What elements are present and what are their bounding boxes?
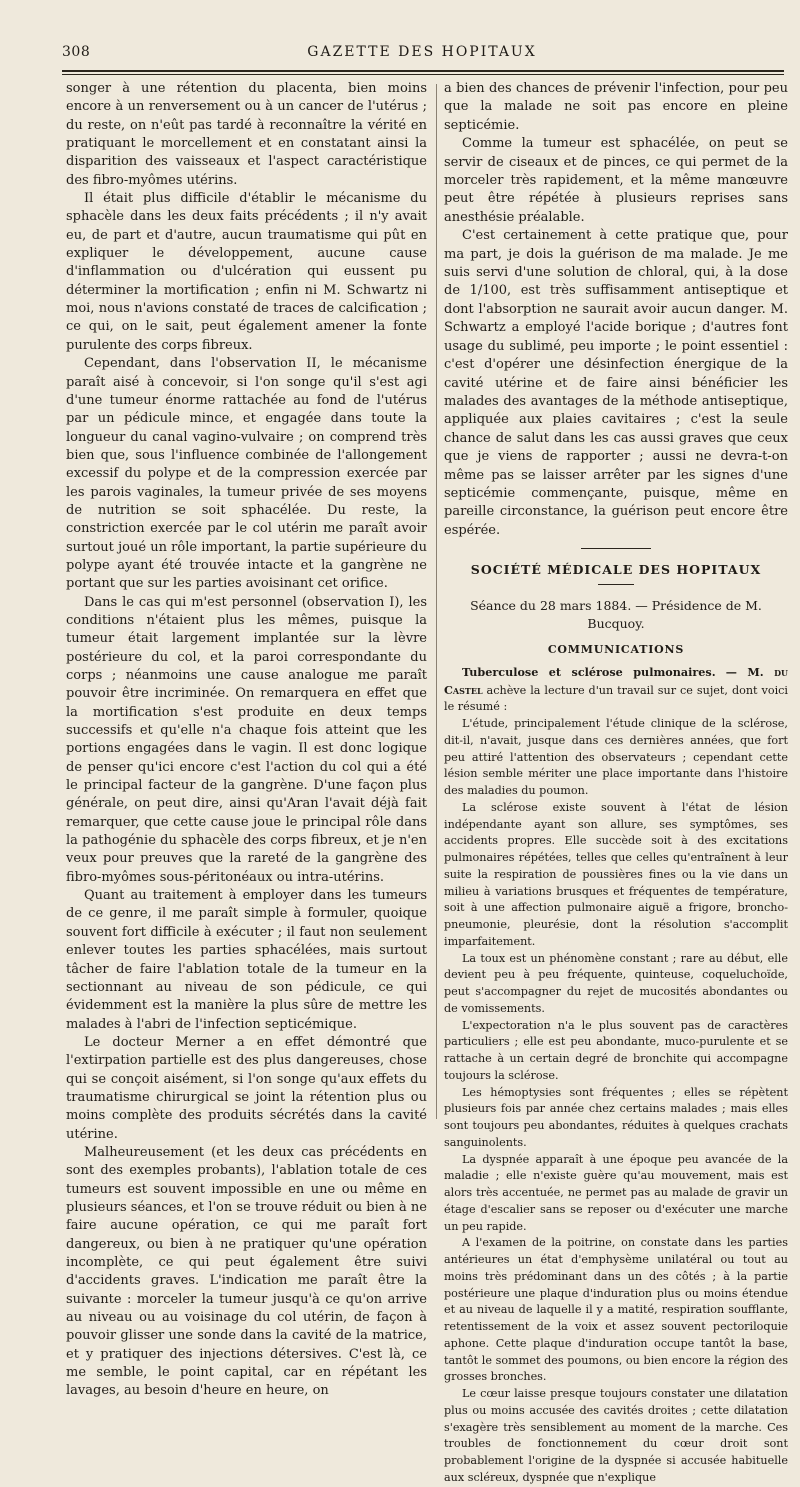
paragraph: Il était plus difficile d'établir le mécanisme du sphacèle dans les deux faits précédents ; il n'y avait eu, de part et d'autre, aucun traumatisme qui pût en expliquer le développement, aucune cause d'inflammation ou d'ulcération qui eussent pu déterminer la mortification ; enfin ni M. Schwartz ni moi, nous n'avions constaté de traces de calcification ; ce qui, on le sait, peut également amener la fonte purulente des corps fibreux.	[66, 191, 427, 353]
right-column	[444, 80, 788, 1487]
header-rule-thick	[62, 70, 784, 72]
session-line: Séance du 28 mars 1884. — Présidence de M. Bucquoy.	[470, 597, 762, 631]
paragraph: Cependant, dans l'observation II, le mécanisme paraît aisé à concevoir, si l'on songe qu'il s'est agi d'une tumeur énorme rattachée au fond de l'utérus par un pédicule mince, et engagée dans toute la longueur du canal vagino-vulvaire ; on comprend très bien que, sous l'influence combinée de l'allongement excessif du polype et de la compression exercée par les parois vaginales, la tumeur privée de ses moyens de nutrition se soit sphacélée. Du reste, la constriction exercée par le col utérin me paraît avoir surtout joué un rôle important, la partie supérieure du polype ayant été trouvée intacte et la gangrène ne portant que sur les parties avoisinant cet orifice.	[66, 356, 427, 592]
journal-title: GAZETTE DES HOPITAUX	[307, 44, 537, 60]
page-header	[62, 44, 782, 64]
paragraph: Le cœur laisse presque toujours constater une dilatation plus ou moins accusée des cavités droites ; cette dilatation s'exagère très sensiblement au moment de la marche. Ces troubles de fonctionnement du cœur droit sont probablement l'origine de la dyspnée si accusée habituelle aux scléreux, dyspnée que n'explique	[444, 1387, 788, 1484]
paragraph: C'est certainement à cette pratique que, pour ma part, je dois la guérison de ma malade. Je me suis servi d'une solution de chloral, qui, à la dose de 1/100, est très suffisamment antiseptique et dont l'absorption ne saurait avoir aucun danger. M. Schwartz a employé l'acide borique ; d'autres font usage du sublimé, peu importe ; le point essentiel : c'est d'opérer une désinfection énergique de la cavité utérine et de faire ainsi bénéficier les malades des avantages de la méthode antiseptique, appliquée aux plaies cavitaires ; c'est la seule chance de salut dans les cas aussi graves que ceux que je viens de rapporter ; aussi ne devra-t-on même pas se laisser arrêter par les signes d'une septicémie commençante, puisque, même en pareille circonstance, la guérison peut encore être espérée.	[444, 228, 788, 538]
header-rule-thin	[62, 74, 784, 75]
column-divider	[436, 84, 437, 1119]
paragraph: A l'examen de la poitrine, on constate dans les parties antérieures un état d'emphysème unilatéral ou tout au moins très prédominant dans un des côtés ; à la partie postérieure une plaque d'induration plus ou moins étendue et au niveau de laquelle il y a matité, respiration soufflante, retentissement de la voix et assez souvent pectoriloquie aphone. Cette plaque d'induration occupe tantôt la base, tantôt le sommet des poumons, ou bien encore la région des grosses bronches.	[444, 1236, 788, 1384]
communication-intro: achève la lecture d'un travail sur ce sujet, dont voici le résumé :	[444, 683, 788, 714]
page-number: 308	[62, 44, 91, 60]
section-separator	[581, 548, 651, 549]
title-rule	[598, 584, 634, 585]
paragraph: Le docteur Merner a en effet démontré que l'extirpation partielle est des plus dangereuses, chose qui se conçoit aisément, si l'on songe qu'aux effets du traumatisme chirurgical se joint la rétention plus ou moins complète des produits sécrétés dans la cavité utérine.	[66, 1034, 427, 1142]
paragraph: Les hémoptysies sont fréquentes ; elles se répètent plusieurs fois par année chez certains malades ; mais elles sont toujours peu abondantes, réduites à quelques crachats sanguinolents.	[444, 1085, 788, 1149]
paragraph: Comme la tumeur est sphacélée, on peut se servir de ciseaux et de pinces, ce qui permet de la morceler très rapidement, et la même manœuvre peut être répétée à plusieurs reprises sans anesthésie préalable.	[444, 136, 788, 225]
paragraph: L'expectoration n'a le plus souvent pas de caractères particuliers ; elle est peu abondante, muco-purulente et se rattache à un certain degré de bronchite qui accompagne toujours la sclérose.	[444, 1018, 788, 1082]
paragraph: La toux est un phénomène constant ; rare au début, elle devient peu à peu fréquente, quinteuse, coqueluchoïde, peut s'accompagner du rejet de mucosités abondantes ou de vomissements.	[444, 951, 788, 1015]
paragraph: Malheureusement (et les deux cas précédents en sont des exemples probants), l'ablation totale de ces tumeurs est souvent impossible en une ou même en plusieurs séances, et l'on se trouve réduit ou bien à ne faire aucune opération, ce qui me paraît fort dangereux, ou bien à ne pratiquer qu'une opération incomplète, ce qui peut également être suivi d'accidents graves. L'indication me paraît être la suivante : morceler la tumeur jusqu'à ce qu'on arrive au niveau ou au voisinage du col utérin, de façon à pouvoir glisser une sonde dans la cavité de la matrice, et y pratiquer des injections détersives. C'est là, ce me semble, le point capital, car en répétant les lavages, au besoin d'heure en heure, on	[66, 1144, 427, 1399]
paragraph: La dyspnée apparaît à une époque peu avancée de la maladie ; elle n'existe guère qu'au mouvement, mais est alors très accentuée, ne permet pas au malade de gravir un étage d'escalier sans se reposer ou d'exécuter une marche un peu rapide.	[444, 1152, 788, 1233]
communication-title: Tuberculose et sclérose pulmonaires.	[462, 664, 716, 679]
paragraph: songer à une rétention du placenta, bien moins encore à un renversement ou à un cancer de l'utérus ; du reste, on n'eût pas tardé à reconnaître la vérité en pratiquant le morcellement et en constatant ainsi la disparition des vaisseaux et l'aspect caractéristique des fibro-myômes utérins.	[66, 81, 427, 188]
left-column	[66, 80, 427, 1401]
section-title: SOCIÉTÉ MÉDICALE DES HOPITAUX	[470, 562, 762, 578]
communication-lead	[444, 664, 788, 716]
paragraph: a bien des chances de prévenir l'infection, pour peu que la malade ne soit pas encore en pleine septicémie.	[444, 81, 788, 133]
communication-author: — M. du Castel	[444, 664, 789, 697]
paragraph: L'étude, principalement l'étude clinique de la sclérose, dit-il, n'avait, jusque dans ces dernières années, que fort peu attiré l'attention des observateurs ; cependant cette lésion semble mériter une place importante dans l'histoire des maladies du poumon.	[444, 717, 788, 798]
communications-heading: COMMUNICATIONS	[547, 643, 685, 657]
paragraph: Quant au traitement à employer dans les tumeurs de ce genre, il me paraît simple à formuler, quoique souvent fort difficile à exécuter ; il faut non seulement enlever toutes les parties sphacélées, mais surtout tâcher de faire l'ablation totale de la tumeur en la sectionnant au niveau de son pédicule, ce qui évidemment est la manière la plus sûre de mettre les malades à l'abri de l'infection septicémique.	[66, 888, 427, 1032]
paragraph: La sclérose existe souvent à l'état de lésion indépendante ayant son allure, ses symptômes, ses accidents propres. Elle succède soit à des excitations pulmonaires répétées, telles que celles qu'entraînent à leur suite la respiration de poussières fines ou la vie dans un milieu à variations brusques et fréquentes de température, soit à une affection pulmonaire aiguë a frigore, broncho-pneumonie, pleurésie, dont la résolution s'accomplit imparfaitement.	[444, 800, 788, 948]
paragraph: Dans le cas qui m'est personnel (observation I), les conditions n'étaient plus les mêmes, puisque la tumeur était largement implantée sur la lèvre postérieure du col, et la paroi correspondante du corps ; néanmoins une cause analogue me paraît pouvoir être incriminée. On remarquera en effet que la mortification s'est produite en deux temps successifs et qu'elle n'a chaque fois atteint que les portions engagées dans le vagin. Il est donc logique de penser qu'ici encore c'est l'action du col qui a été le principal facteur de la gangrène. D'une façon plus générale, on peut dire, ainsi qu'Aran l'avait déjà fait remarquer, que cette cause joue le principal rôle dans la pathogénie du sphacèle des corps fibreux, et je n'en veux pour preuves que la rareté de la gangrène des fibro-myômes sous-péritonéaux ou intra-utérins.	[66, 594, 427, 885]
